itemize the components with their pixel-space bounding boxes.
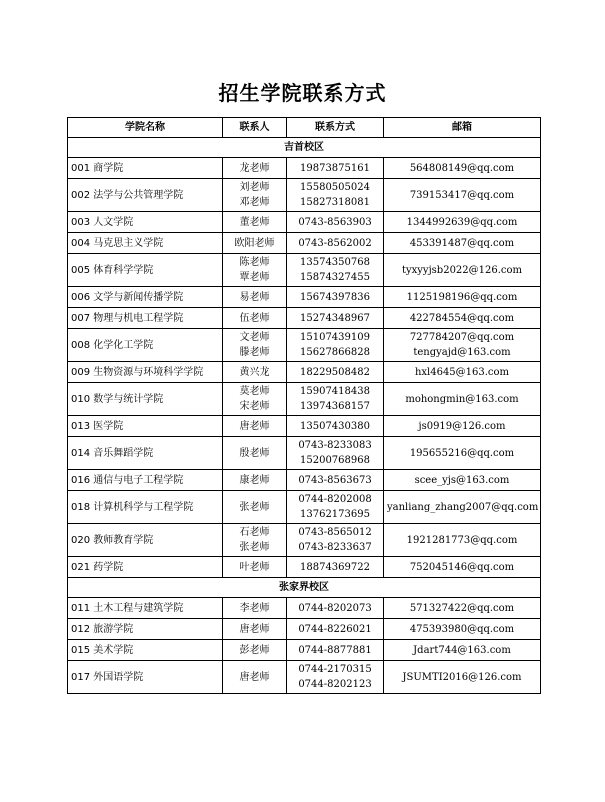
- header-phone: 联系方式: [287, 118, 384, 138]
- table-row: [68, 619, 541, 640]
- header-contact: 联系人: [223, 118, 287, 138]
- page-title: 招生学院联系方式: [218, 81, 387, 105]
- contact-person-cell: [223, 470, 287, 491]
- contact-person: 唐老师: [239, 671, 270, 683]
- email-address-cell: [384, 437, 541, 470]
- phone-number: 18874369722: [300, 561, 370, 573]
- college-name: 018 计算机科学与工程学院: [68, 491, 223, 524]
- table-row: [68, 491, 541, 524]
- phone-number-cell: [287, 598, 384, 619]
- table-row: [68, 524, 541, 557]
- phone-number-cell: [287, 329, 384, 362]
- phone-number: 13574350768: [300, 257, 370, 268]
- table-row: [68, 470, 541, 491]
- email-address-cell: [384, 329, 541, 362]
- table-row: [68, 383, 541, 416]
- phone-number: 13507430380: [300, 420, 370, 432]
- email-address: mohongmin@163.com: [405, 393, 519, 405]
- phone-number: 15580505024: [300, 182, 370, 193]
- contact-person: 伍老师: [239, 312, 270, 324]
- email-address: yanliang_zhang2007@qq.com: [387, 501, 539, 513]
- phone-number: 15627866828: [300, 347, 370, 358]
- email-address: 1125198196@qq.com: [406, 291, 518, 303]
- email-address: tyxyyjsb2022@126.com: [401, 264, 523, 276]
- email-address-cell: [384, 661, 541, 694]
- college-name: 003 人文学院: [68, 212, 223, 233]
- email-address: 564808149@qq.com: [409, 162, 515, 174]
- table-row: [68, 254, 541, 287]
- contact-person-cell: [223, 557, 287, 578]
- campus-name: 吉首校区: [68, 138, 541, 158]
- campus-name: 张家界校区: [68, 578, 541, 598]
- phone-number: 19873875161: [300, 162, 370, 174]
- contact-person: 宋老师: [239, 401, 270, 412]
- contact-person: 张老师: [239, 501, 270, 513]
- phone-number-cell: [287, 491, 384, 524]
- phone-number: 0743-8233637: [298, 542, 372, 553]
- email-address-cell: [384, 491, 541, 524]
- phone-number: 15827318081: [300, 197, 370, 208]
- college-name: 008 化学化工学院: [68, 329, 223, 362]
- email-address-cell: [384, 362, 541, 383]
- table-row: [68, 287, 541, 308]
- phone-number: 0744-2170315: [298, 664, 372, 675]
- phone-number: 0743-8563903: [298, 216, 372, 228]
- contact-person: 邓老师: [239, 197, 270, 208]
- email-address-cell: [384, 557, 541, 578]
- contact-person: 张老师: [239, 542, 270, 553]
- phone-number: 15274348967: [300, 312, 370, 324]
- phone-number-cell: [287, 212, 384, 233]
- table-row: [68, 661, 541, 694]
- table-row: [68, 329, 541, 362]
- contact-person: 殷老师: [239, 447, 270, 459]
- contact-person: 欧阳老师: [234, 237, 275, 249]
- contact-person: 覃老师: [239, 272, 270, 283]
- college-name: 004 马克思主义学院: [68, 233, 223, 254]
- phone-number-cell: [287, 557, 384, 578]
- table-row: [68, 179, 541, 212]
- contact-person: 唐老师: [239, 420, 270, 432]
- phone-number: 0744-8202123: [298, 679, 372, 690]
- phone-number: 0744-8202008: [298, 494, 372, 505]
- contact-person-cell: [223, 287, 287, 308]
- contact-person-cell: [223, 233, 287, 254]
- college-name: 012 旅游学院: [68, 619, 223, 640]
- table-row: [68, 308, 541, 329]
- email-address-cell: [384, 383, 541, 416]
- email-address-cell: [384, 179, 541, 212]
- email-address: 422784554@qq.com: [409, 312, 515, 324]
- college-name: 001 商学院: [68, 158, 223, 179]
- phone-number-cell: [287, 619, 384, 640]
- college-name: 017 外国语学院: [68, 661, 223, 694]
- email-address: 571327422@qq.com: [409, 602, 515, 614]
- header-email: 邮箱: [384, 118, 541, 138]
- phone-number: 15107439109: [300, 332, 370, 343]
- college-name: 021 药学院: [68, 557, 223, 578]
- email-address-cell: [384, 308, 541, 329]
- phone-number: 0743-8562002: [298, 237, 372, 249]
- table-header-row: [68, 118, 541, 138]
- email-address: 1344992639@qq.com: [406, 216, 518, 228]
- college-name: 006 文学与新闻传播学院: [68, 287, 223, 308]
- contact-person-cell: [223, 158, 287, 179]
- contact-person: 康老师: [239, 474, 270, 486]
- email-address: js0919@126.com: [418, 420, 506, 432]
- email-address-cell: [384, 287, 541, 308]
- contact-person: 彭老师: [239, 644, 270, 656]
- phone-number: 0744-8226021: [298, 623, 372, 635]
- contact-person-cell: [223, 640, 287, 661]
- contact-person-cell: [223, 308, 287, 329]
- campus-row: [68, 578, 541, 598]
- college-name: 011 土木工程与建筑学院: [68, 598, 223, 619]
- phone-number-cell: [287, 158, 384, 179]
- header-college: 学院名称: [68, 118, 223, 138]
- table-body: [68, 138, 541, 694]
- email-address: 453391487@qq.com: [409, 237, 515, 249]
- contact-person: 石老师: [239, 527, 270, 538]
- contact-person-cell: [223, 619, 287, 640]
- phone-number-cell: [287, 640, 384, 661]
- contact-person-cell: [223, 661, 287, 694]
- email-address-cell: [384, 640, 541, 661]
- email-address: tengyajd@163.com: [413, 347, 511, 358]
- email-address: 727784207@qq.com: [409, 332, 515, 343]
- email-address-cell: [384, 233, 541, 254]
- table-row: [68, 557, 541, 578]
- contact-person: 黄兴龙: [239, 366, 270, 378]
- contact-person: 文老师: [239, 332, 270, 343]
- email-address: 475393980@qq.com: [409, 623, 515, 635]
- phone-number: 15907418438: [300, 386, 370, 397]
- email-address-cell: [384, 598, 541, 619]
- phone-number: 0744-8202073: [298, 602, 372, 614]
- contact-person: 滕老师: [239, 347, 270, 358]
- phone-number-cell: [287, 362, 384, 383]
- contact-person-cell: [223, 437, 287, 470]
- email-address: JSUMTI2016@126.com: [402, 671, 522, 683]
- phone-number: 13762173695: [300, 509, 370, 520]
- table-row: [68, 212, 541, 233]
- college-name: 009 生物资源与环境科学学院: [68, 362, 223, 383]
- contact-person-cell: [223, 329, 287, 362]
- contact-person-cell: [223, 598, 287, 619]
- email-address: 752045146@qq.com: [409, 561, 515, 573]
- phone-number-cell: [287, 470, 384, 491]
- phone-number: 0744-8877881: [298, 644, 372, 656]
- email-address: 739153417@qq.com: [409, 189, 515, 201]
- phone-number-cell: [287, 661, 384, 694]
- contact-person-cell: [223, 524, 287, 557]
- contact-table: [67, 117, 541, 694]
- phone-number: 0743-8565012: [298, 527, 372, 538]
- phone-number-cell: [287, 383, 384, 416]
- email-address: hxl4645@163.com: [414, 366, 510, 378]
- contact-person: 龙老师: [239, 162, 270, 174]
- email-address-cell: [384, 619, 541, 640]
- table-row: [68, 598, 541, 619]
- phone-number-cell: [287, 287, 384, 308]
- email-address-cell: [384, 158, 541, 179]
- email-address-cell: [384, 212, 541, 233]
- phone-number-cell: [287, 179, 384, 212]
- college-name: 002 法学与公共管理学院: [68, 179, 223, 212]
- email-address: 195655216@qq.com: [409, 447, 515, 459]
- college-name: 005 体育科学学院: [68, 254, 223, 287]
- email-address: Jdart744@163.com: [413, 644, 511, 656]
- table-row: [68, 233, 541, 254]
- phone-number-cell: [287, 233, 384, 254]
- phone-number-cell: [287, 437, 384, 470]
- email-address-cell: [384, 254, 541, 287]
- email-address-cell: [384, 524, 541, 557]
- contact-person: 易老师: [239, 291, 270, 303]
- contact-person-cell: [223, 383, 287, 416]
- table-row: [68, 362, 541, 383]
- contact-person-cell: [223, 362, 287, 383]
- table-row: [68, 437, 541, 470]
- phone-number: 15674397836: [300, 291, 370, 303]
- phone-number: 0743-8563673: [298, 474, 372, 486]
- contact-person-cell: [223, 254, 287, 287]
- email-address-cell: [384, 416, 541, 437]
- table-row: [68, 640, 541, 661]
- phone-number: 15200768968: [300, 455, 370, 466]
- phone-number: 0743-8233083: [298, 440, 372, 451]
- table-row: [68, 416, 541, 437]
- phone-number: 18229508482: [300, 366, 370, 378]
- contact-person: 董老师: [239, 216, 270, 228]
- contact-person-cell: [223, 212, 287, 233]
- phone-number-cell: [287, 524, 384, 557]
- email-address: 1921281773@qq.com: [406, 534, 518, 546]
- email-address-cell: [384, 470, 541, 491]
- college-name: 016 通信与电子工程学院: [68, 470, 223, 491]
- contact-person: 叶老师: [239, 561, 270, 573]
- college-name: 010 数学与统计学院: [68, 383, 223, 416]
- contact-person-cell: [223, 179, 287, 212]
- table-row: [68, 158, 541, 179]
- phone-number: 13974368157: [300, 401, 370, 412]
- phone-number-cell: [287, 416, 384, 437]
- contact-person: 李老师: [239, 602, 270, 614]
- college-name: 015 美术学院: [68, 640, 223, 661]
- contact-person-cell: [223, 491, 287, 524]
- campus-row: [68, 138, 541, 158]
- college-name: 014 音乐舞蹈学院: [68, 437, 223, 470]
- phone-number-cell: [287, 254, 384, 287]
- college-name: 007 物理与机电工程学院: [68, 308, 223, 329]
- contact-person: 唐老师: [239, 623, 270, 635]
- contact-person: 刘老师: [239, 182, 270, 193]
- contact-person-cell: [223, 416, 287, 437]
- email-address: scee_yjs@163.com: [414, 474, 510, 486]
- contact-person: 莫老师: [239, 386, 270, 397]
- phone-number-cell: [287, 308, 384, 329]
- phone-number: 15874327455: [300, 272, 370, 283]
- college-name: 013 医学院: [68, 416, 223, 437]
- college-name: 020 教师教育学院: [68, 524, 223, 557]
- contact-person: 陈老师: [239, 257, 270, 268]
